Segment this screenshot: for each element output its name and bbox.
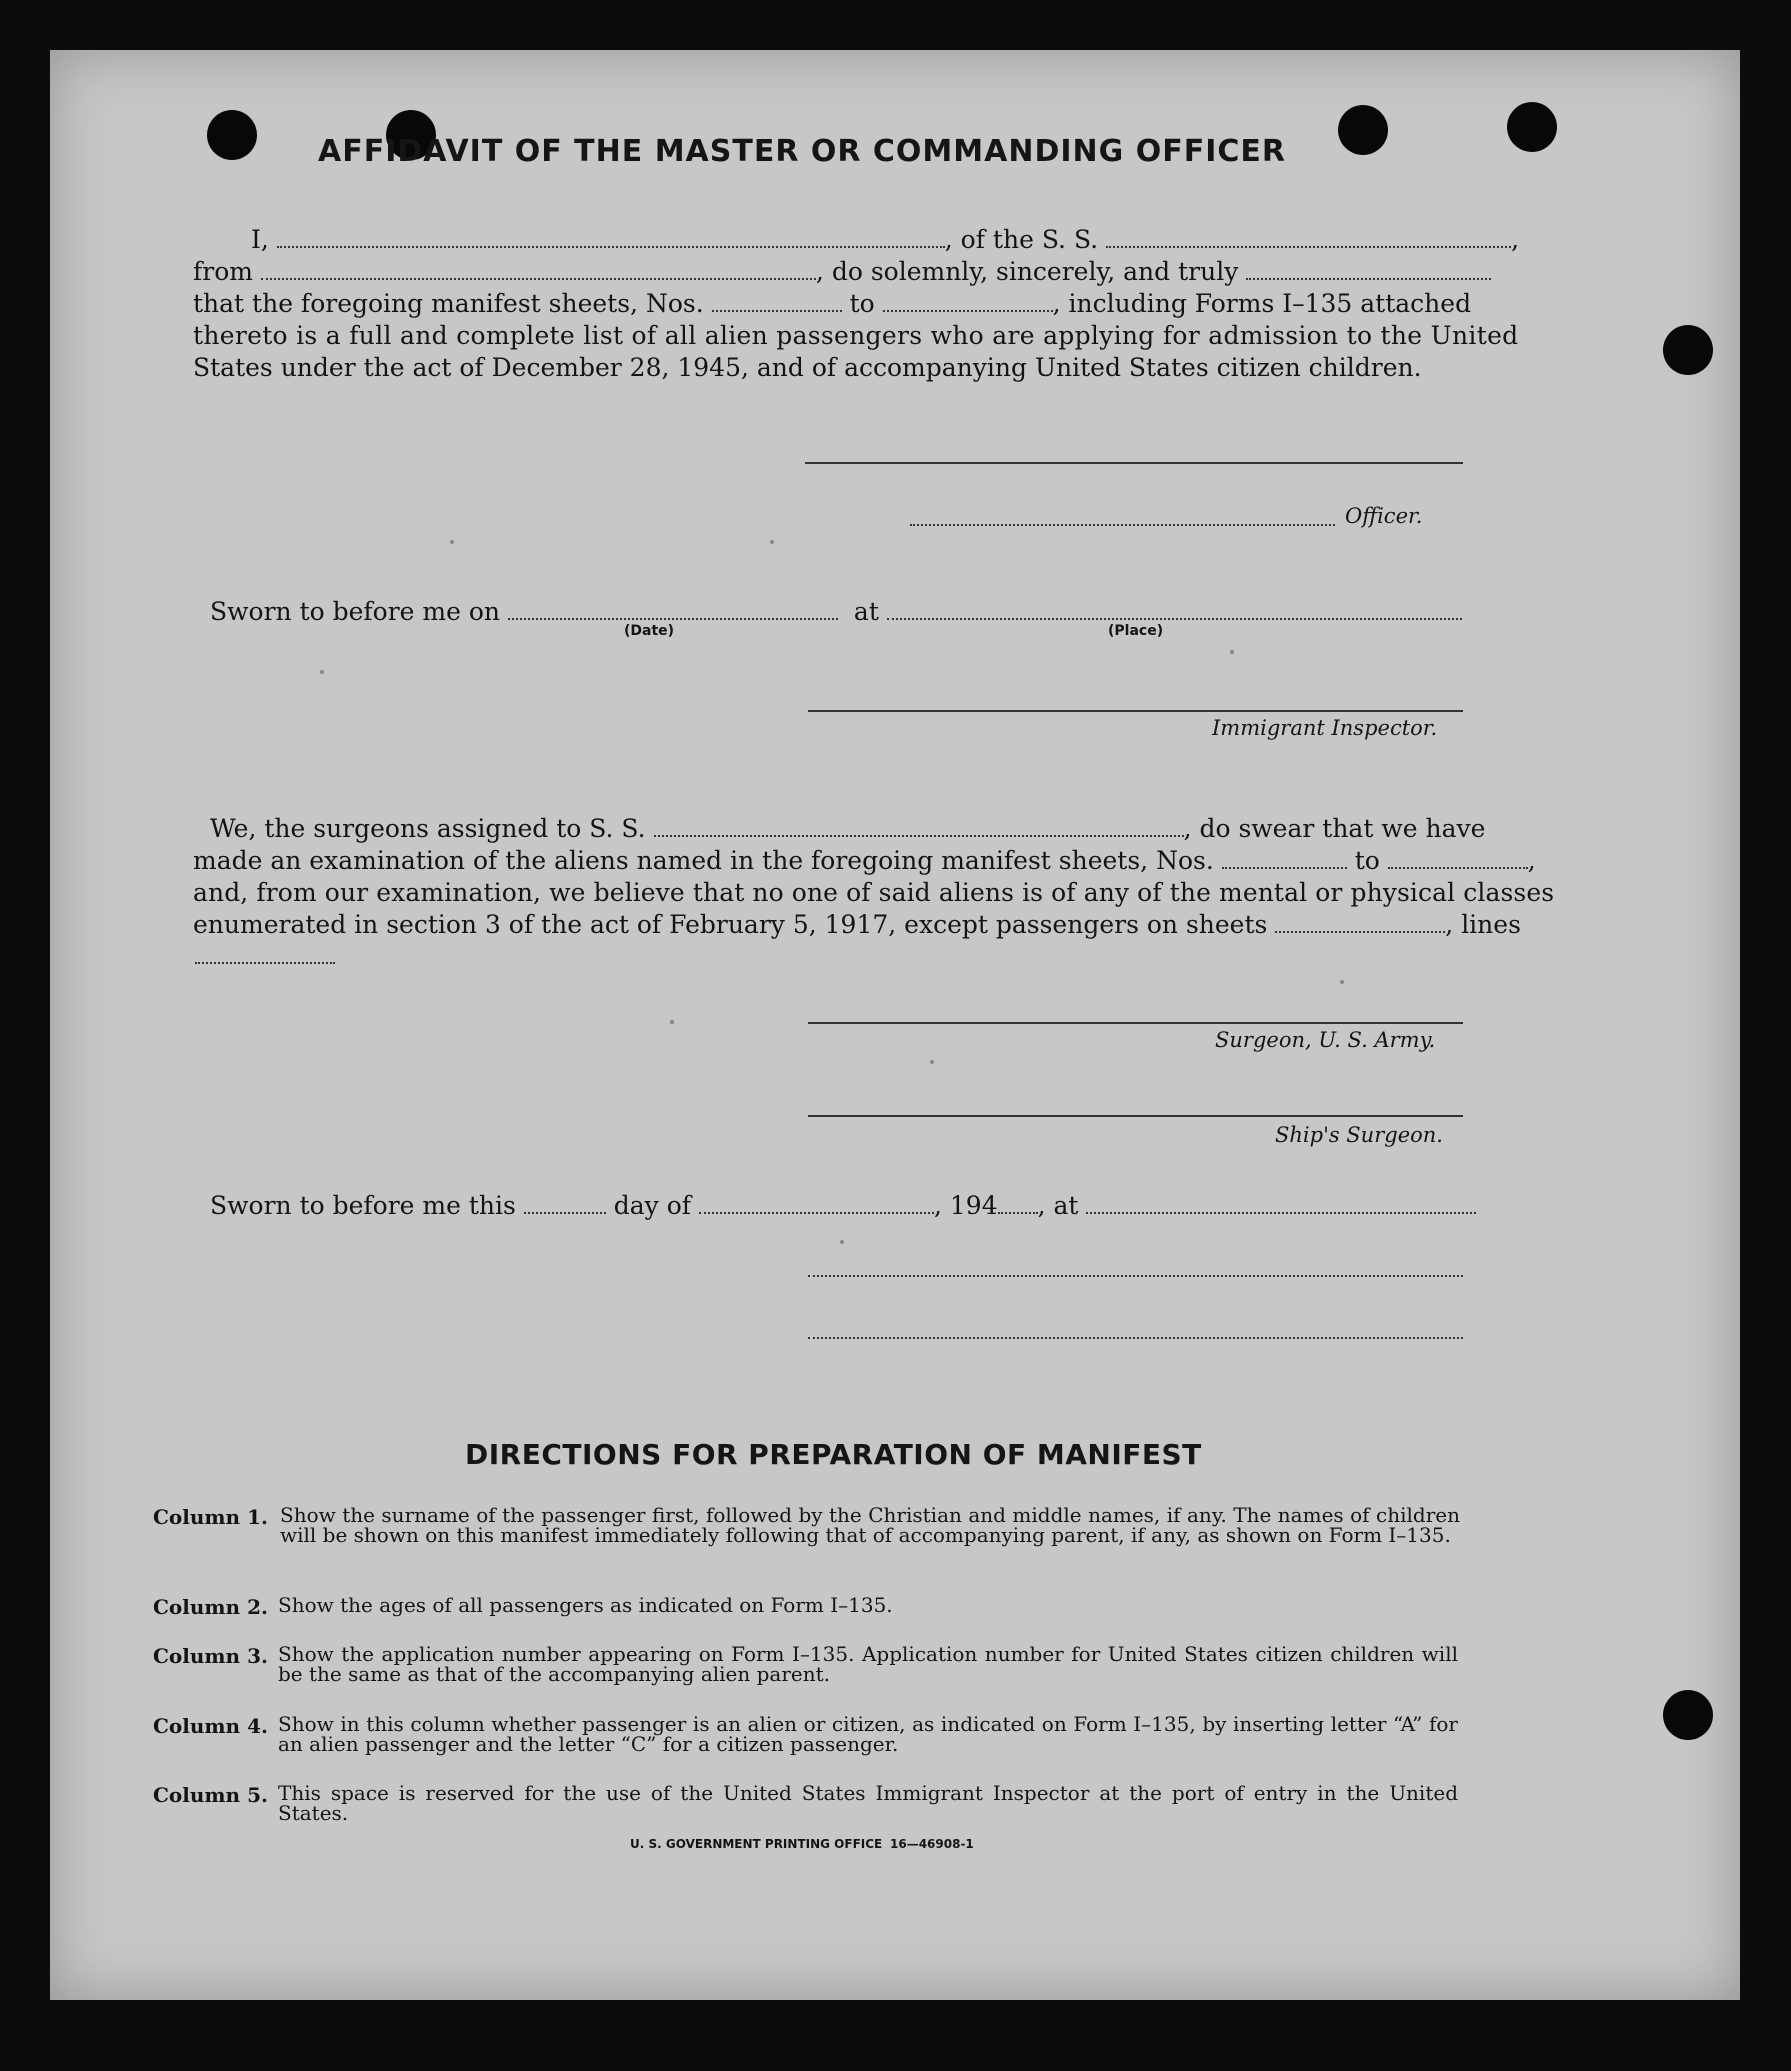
affidavit-line-3 xyxy=(193,288,1471,320)
army-surgeon-label: Surgeon, U. S. Army. xyxy=(1215,1028,1436,1052)
sworn-year-blank[interactable] xyxy=(998,1192,1038,1214)
ship-name-blank[interactable] xyxy=(1106,226,1511,248)
sworn-signature-line-1[interactable] xyxy=(808,1275,1463,1277)
column-3-label: Column 3. xyxy=(153,1644,268,1668)
text-including-forms: , including Forms I–135 attached xyxy=(1052,289,1472,318)
oath-blank[interactable] xyxy=(1246,258,1491,280)
speck xyxy=(840,1240,844,1244)
text-at: at xyxy=(853,597,879,626)
except-sheets-blank[interactable] xyxy=(1275,911,1445,933)
column-1-text: Show the surname of the passenger first, followed by the Christian and middle names, if any. The names of children will be shown on this manifest immediately following that of accompanying parent, if any, as shown on Form I–135. xyxy=(280,1503,1460,1547)
text-surgeons-assigned: We, the surgeons assigned to S. S. xyxy=(210,814,646,843)
surgeons-line-4 xyxy=(193,909,1521,941)
column-1-label: Column 1. xyxy=(153,1505,268,1529)
surgeons-line-2 xyxy=(193,845,1536,877)
sworn-location-blank[interactable] xyxy=(1086,1192,1476,1214)
text-comma-2: , xyxy=(1527,846,1536,875)
form-number: 16—46908-1 xyxy=(890,1837,974,1851)
affidavit-line-5: States under the act of December 28, 1945, and of accompanying United States citizen children. xyxy=(193,353,1422,382)
officer-signature-line[interactable] xyxy=(805,462,1463,464)
master-name-blank[interactable] xyxy=(277,226,945,248)
text-solemnly: , do solemnly, sincerely, and truly xyxy=(815,257,1239,286)
text-sworn-on: Sworn to before me on xyxy=(210,597,501,626)
punch-hole xyxy=(1663,1690,1713,1740)
affidavit-line-4: thereto is a full and complete list of all alien passengers who are applying for admission to the United xyxy=(193,321,1519,350)
text-enumerated: enumerated in section 3 of the act of February 5, 1917, except passengers on sheets xyxy=(193,910,1268,939)
sworn-month-blank[interactable] xyxy=(699,1192,934,1214)
surgeon-sheet-to-blank[interactable] xyxy=(1388,847,1528,869)
punch-hole xyxy=(1663,325,1713,375)
column-4-text: Show in this column whether passenger is an alien or citizen, as indicated on Form I–135, by inserting letter “A” for an alien passenger and the letter “C” for a citizen passenger. xyxy=(278,1712,1458,1756)
ship-surgeon-signature-line[interactable] xyxy=(808,1115,1463,1117)
inspector-label: Immigrant Inspector. xyxy=(1212,716,1438,740)
date-caption: (Date) xyxy=(624,623,675,639)
column-4-label: Column 4. xyxy=(153,1714,268,1738)
column-2-text: Show the ages of all passengers as indicated on Form I–135. xyxy=(278,1593,893,1617)
surgeons-line-3: and, from our examination, we believe that no one of said aliens is of any of the mental or physical classes xyxy=(193,878,1555,907)
speck xyxy=(320,670,324,674)
port-from-blank[interactable] xyxy=(261,258,816,280)
surgeon-sheet-from-blank[interactable] xyxy=(1222,847,1347,869)
sworn-line-2 xyxy=(210,1190,1476,1222)
text-194: , 194 xyxy=(934,1191,998,1220)
column-2-label: Column 2. xyxy=(153,1595,268,1619)
document-page xyxy=(50,50,1740,2000)
surgeon-ship-blank[interactable] xyxy=(654,815,1184,837)
punch-hole xyxy=(1507,102,1557,152)
text-comma: , xyxy=(1511,225,1520,254)
surgeons-line-1 xyxy=(193,813,1485,845)
sworn-place-blank[interactable] xyxy=(887,598,1462,620)
sworn-signature-line-2[interactable] xyxy=(808,1337,1463,1339)
text-sworn-this: Sworn to before me this xyxy=(210,1191,516,1220)
directions-title: DIRECTIONS FOR PREPARATION OF MANIFEST xyxy=(465,1438,1202,1471)
sworn-date-blank[interactable] xyxy=(508,598,838,620)
punch-hole xyxy=(1338,105,1388,155)
text-from: from xyxy=(193,257,253,286)
column-3-text: Show the application number appearing on Form I–135. Application number for United States citizen children will be the same as that of the accompanying alien parent. xyxy=(278,1642,1458,1686)
text-day-of: day of xyxy=(613,1191,692,1220)
speck xyxy=(930,1060,934,1064)
punch-hole xyxy=(207,110,257,160)
speck xyxy=(450,540,454,544)
column-5-text: This space is reserved for the use of the United States Immigrant Inspector at the port of entry in the United States. xyxy=(278,1781,1458,1825)
place-caption: (Place) xyxy=(1108,623,1164,639)
text-examination: made an examination of the aliens named in the foregoing manifest sheets, Nos. xyxy=(193,846,1214,875)
sheet-to-blank[interactable] xyxy=(883,290,1053,312)
affidavit-line-2 xyxy=(193,256,1491,288)
speck xyxy=(770,540,774,544)
speck xyxy=(670,1020,674,1024)
except-lines-blank[interactable] xyxy=(195,962,335,964)
affidavit-line-1 xyxy=(193,224,1519,256)
sworn-line-1 xyxy=(210,596,1462,628)
text-lines: , lines xyxy=(1445,910,1521,939)
speck xyxy=(1230,650,1234,654)
printer-imprint: U. S. GOVERNMENT PRINTING OFFICE xyxy=(630,1837,883,1851)
affidavit-title: AFFIDAVIT OF THE MASTER OR COMMANDING OFFICER xyxy=(318,134,1286,169)
text-to: to xyxy=(849,289,875,318)
sworn-day-blank[interactable] xyxy=(524,1192,606,1214)
officer-title-line[interactable] xyxy=(910,524,1335,526)
text-manifest-sheets: that the foregoing manifest sheets, Nos. xyxy=(193,289,704,318)
text-to-2: to xyxy=(1354,846,1380,875)
text-i: I, xyxy=(251,225,269,254)
text-comma-at: , at xyxy=(1037,1191,1079,1220)
text-do-swear: , do swear that we have xyxy=(1183,814,1486,843)
army-surgeon-signature-line[interactable] xyxy=(808,1022,1463,1024)
text-of-ss: , of the S. S. xyxy=(944,225,1099,254)
officer-label: Officer. xyxy=(1345,504,1423,528)
sheet-from-blank[interactable] xyxy=(712,290,842,312)
ship-surgeon-label: Ship's Surgeon. xyxy=(1275,1123,1443,1147)
speck xyxy=(1340,980,1344,984)
column-5-label: Column 5. xyxy=(153,1783,268,1807)
inspector-signature-line[interactable] xyxy=(808,710,1463,712)
